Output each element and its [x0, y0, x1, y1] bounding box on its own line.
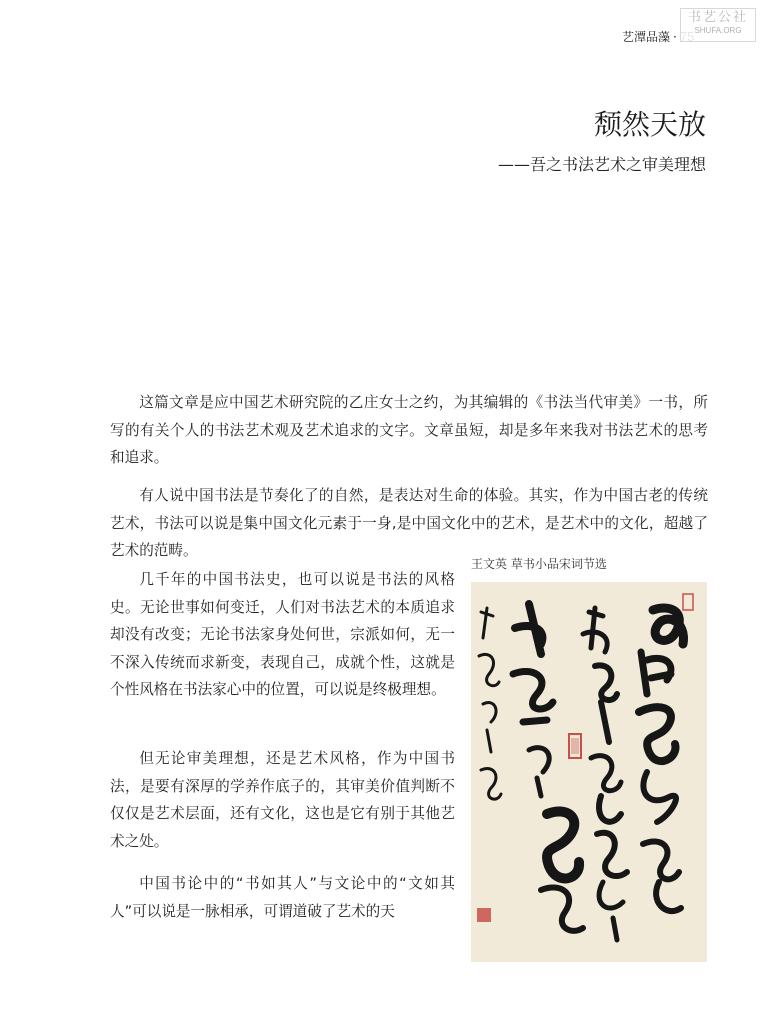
signature-seal: [477, 908, 491, 922]
watermark-brand-cn: 书艺公社: [687, 10, 748, 25]
body-paragraph-4: 但无论审美理想，还是艺术风格，作为中国书法，是要有深厚的学养作底子的，其审美价值判断不仅仅是艺术层面，还有文化，这也是它有别于其他艺术之处。: [110, 750, 455, 850]
body-paragraph-1: 这篇文章是应中国艺术研究院的乙庄女士之约，为其编辑的《书法当代审美》一书，所写的有关个人的书法艺术观及艺术追求的文字。文章虽短，却是多年来我对书法艺术的思考和追求。: [110, 394, 708, 466]
calligraphy-artwork: [471, 582, 707, 962]
header-separator: ·: [673, 30, 677, 44]
site-watermark: [680, 8, 756, 42]
figure-caption: 王文英 草书小品宋词节选: [471, 557, 607, 571]
header-section: 艺潭品藻: [622, 30, 671, 44]
body-paragraph-2: 有人说中国书法是节奏化了的自然，是表达对生命的体验。其实，作为中国古老的传统艺术，书法可以说是集中国文化元素于一身,是中国文化中的艺术，是艺术中的文化，超越了艺术的范畴。: [110, 487, 708, 559]
body-paragraph-5: 中国书论中的“书如其人”与文论中的“文如其人”可以说是一脉相承，可谓道破了艺术的天: [110, 875, 455, 920]
article-title: 颓然天放: [593, 108, 706, 141]
article-subtitle: ——吾之书法艺术之审美理想: [497, 155, 706, 174]
calligraphy-image: [471, 582, 707, 962]
watermark-brand-en: SHUFA.ORG: [694, 26, 742, 35]
body-paragraph-3: 几千年的中国书法史，也可以说是书法的风格史。无论世事如何变迁，人们对书法艺术的本质追求却没有改变；无论书法家身处何世，宗派如何，无一不深入传统而求新变，表现自己，成就个性，这就是个性风格在书法家心中的位置，可以说是终极理想。: [110, 571, 455, 698]
seal-stamp-fill: [571, 738, 579, 754]
